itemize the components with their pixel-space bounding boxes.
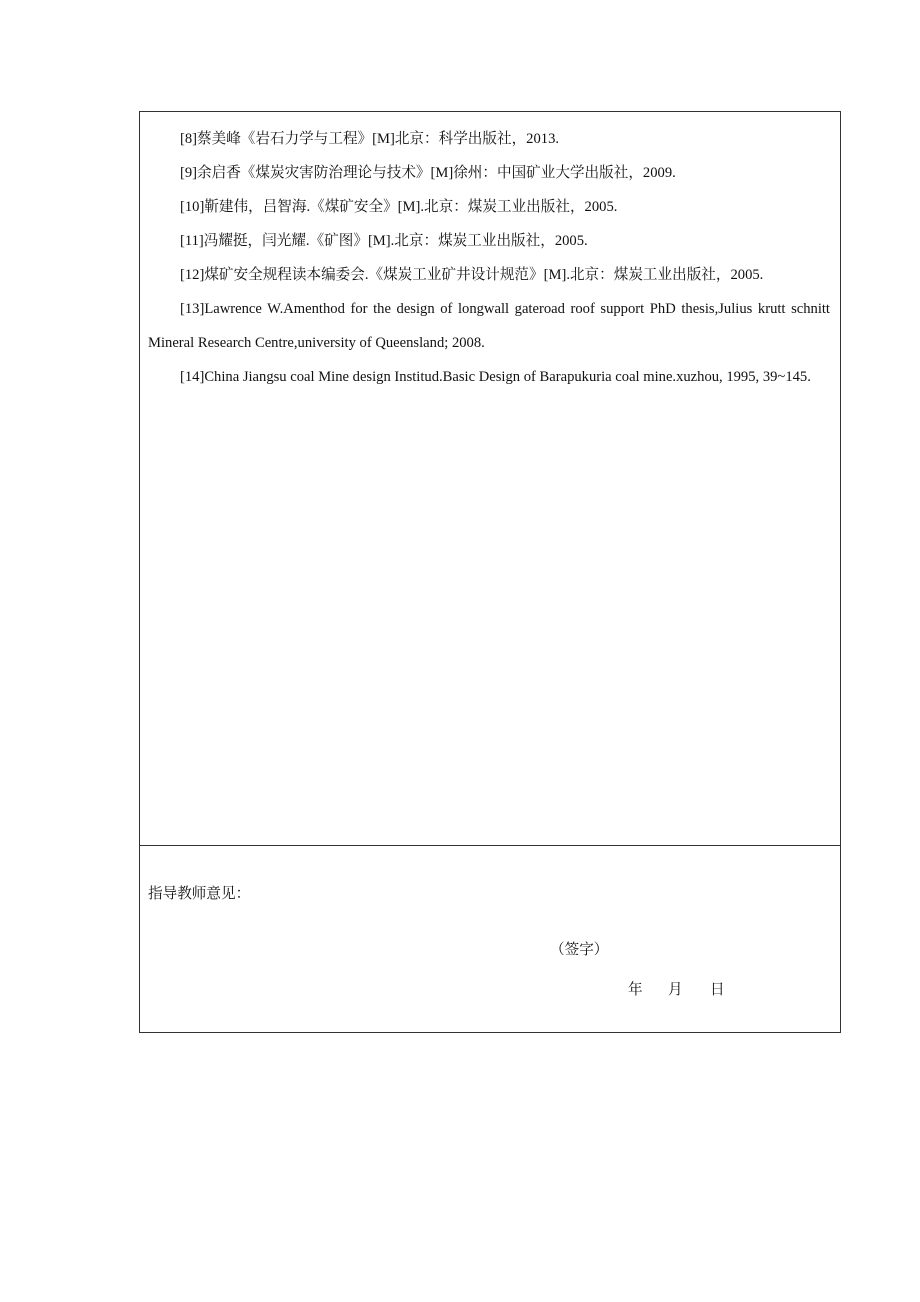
reference-item: [12]煤矿安全规程读本编委会.《煤炭工业矿井设计规范》[M].北京：煤炭工业出版社，2005. xyxy=(180,267,764,283)
advisor-opinion-cell xyxy=(140,846,840,1032)
date-month-label: 月 xyxy=(668,982,683,998)
date-year-label: 年 xyxy=(628,982,643,998)
advisor-opinion-label: 指导教师意见： xyxy=(148,886,251,902)
references-cell xyxy=(140,112,840,846)
reference-item: [14]China Jiangsu coal Mine design Institud.Basic Design of Barapukuria coal mine.xuzhou, 1995, 39~145. xyxy=(180,369,811,385)
reference-item: [11]冯耀挺，闫光耀.《矿图》[M].北京：煤炭工业出版社，2005. xyxy=(180,233,588,249)
reference-item: [13]Lawrence W.Amenthod for the design of longwall gateroad roof support PhD thesis,Julius krutt schnitt Mineral Research Centre,university of Queensland; 2008. xyxy=(148,301,830,351)
date-day-label: 日 xyxy=(710,982,725,998)
form-table xyxy=(139,111,841,1033)
reference-item: [9]余启香《煤炭灾害防治理论与技术》[M]徐州：中国矿业大学出版社，2009. xyxy=(180,165,676,181)
date-line xyxy=(628,980,725,1000)
reference-item: [10]靳建伟，吕智海.《煤矿安全》[M].北京：煤炭工业出版社，2005. xyxy=(180,199,618,215)
signature-label: （签字） xyxy=(550,942,609,958)
reference-item: [8]蔡美峰《岩石力学与工程》[M]北京：科学出版社，2013. xyxy=(180,131,560,147)
